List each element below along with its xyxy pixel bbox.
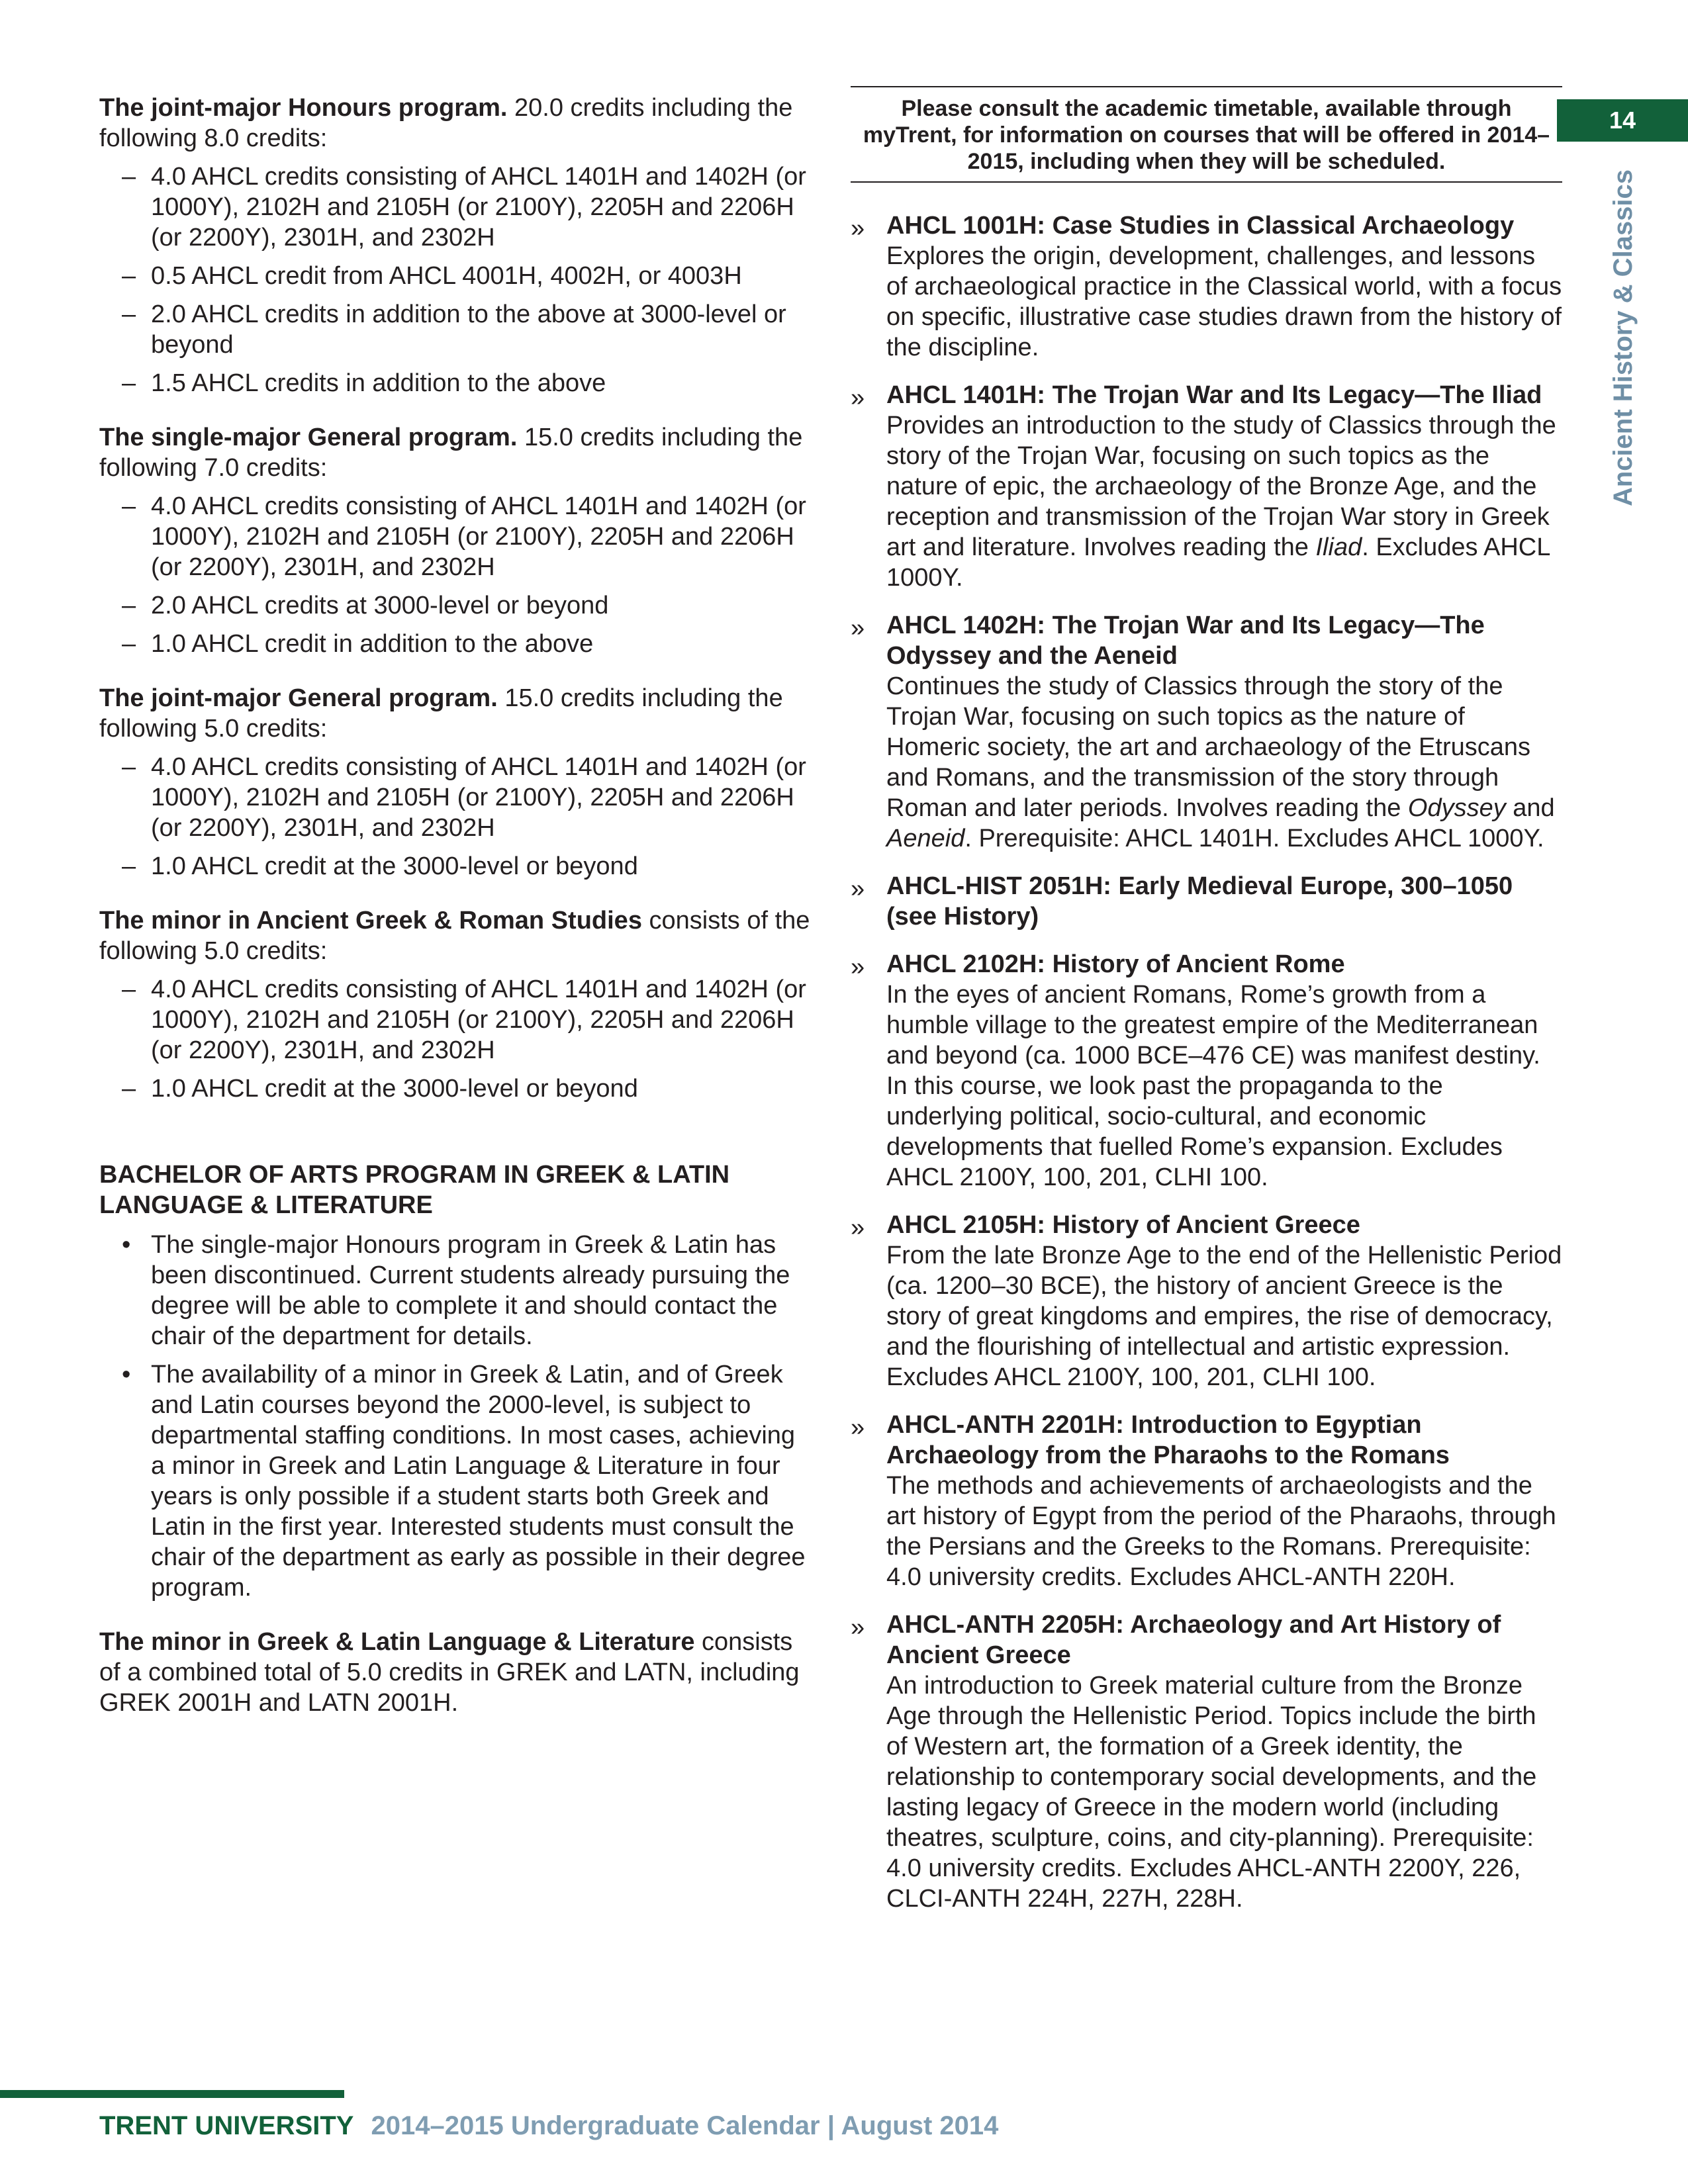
course-description: An introduction to Greek material culture from the Bronze Age through the Hellenistic Period. Topics include the birth of Western art, the formation of a Greek identity, the relationship to contemporary social developments, and the lasting legacy of Greece in the modern world (including theatres, sculpture, coins, and city-planning). Prerequisite: 4.0 university credits. Excludes AHCL-ANTH 2200Y, 226, CLCI-ANTH 224H, 227H, 228H. — [886, 1672, 1537, 1913]
course-ahcl-1402h — [851, 610, 1562, 854]
requirement-text: 0.5 AHCL credit from AHCL 4001H, 4002H, or 4003H — [151, 262, 742, 290]
work-title: Iliad — [1315, 533, 1362, 561]
work-title: Aeneid — [886, 825, 965, 852]
chevron-icon: » — [851, 614, 865, 642]
page-number: 14 — [1557, 99, 1688, 142]
requirement-text: 2.0 AHCL credits in addition to the above at 3000-level or beyond — [151, 300, 786, 359]
requirements-list — [99, 974, 811, 1104]
requirement-item — [122, 368, 811, 398]
course-description: The methods and achievements of archaeologists and the art history of Egypt from the period of the Pharaohs, through the Persians and the Greeks to the Romans. Prerequisite: 4.0 university credits. Excludes AHCL-ANTH 220H. — [886, 1472, 1556, 1591]
requirement-text: 4.0 AHCL credits consisting of AHCL 1401H and 1402H (or 1000Y), 2102H and 2105H (or 2100Y), 2205H and 2206H (or 2200Y), 2301H, and 2302H — [151, 492, 806, 581]
program-credits: 15.0 credits including the following 5.0 credits: — [99, 684, 783, 743]
course-title: AHCL-ANTH 2201H: Introduction to Egyptian Archaeology from the Pharaohs to the Romans — [886, 1411, 1450, 1469]
course-title: AHCL-HIST 2051H: Early Medieval Europe, 300–1050 (see History) — [886, 872, 1513, 931]
requirement-item — [122, 491, 811, 582]
program-joint-general — [99, 683, 811, 882]
timetable-notice: Please consult the academic timetable, available through myTrent, for information on courses that will be offered in 2014–2015, including when they will be scheduled. — [851, 86, 1562, 183]
side-tab-label: Ancient History & Classics — [1609, 169, 1638, 506]
bullet-text: The single-major Honours program in Greek & Latin has been discontinued. Current students already pursuing the degree will be able to complete it and should contact the chair of the department for details. — [151, 1231, 790, 1350]
requirements-list — [99, 491, 811, 659]
ba-section-heading: BACHELOR OF ARTS PROGRAM IN GREEK & LATIN LANGUAGE & LITERATURE — [99, 1161, 730, 1219]
description-text: and — [1505, 794, 1555, 822]
course-ahcl-1001h — [851, 210, 1562, 363]
dash-marker: – — [122, 630, 136, 658]
dash-marker: – — [122, 1075, 136, 1103]
requirement-text: 4.0 AHCL credits consisting of AHCL 1401H and 1402H (or 1000Y), 2102H and 2105H (or 2100Y), 2205H and 2206H (or 2200Y), 2301H, and 2302H — [151, 753, 806, 842]
ba-bullet-list — [99, 1230, 811, 1603]
program-joint-honours — [99, 93, 811, 398]
requirement-text: 1.0 AHCL credit at the 3000-level or beyond — [151, 1075, 638, 1103]
program-description — [99, 905, 811, 966]
chevron-icon: » — [851, 1214, 865, 1242]
program-credits: consists of a combined total of 5.0 credits in GREK and LATN, including GREK 2001H and LATN 2001H. — [99, 1628, 800, 1717]
footer-calendar: 2014–2015 Undergraduate Calendar | August 2014 — [371, 2111, 999, 2140]
dash-marker: – — [122, 492, 136, 520]
course-description — [886, 671, 1562, 854]
chevron-icon: » — [851, 875, 865, 903]
course-ahcl-1401h — [851, 380, 1562, 593]
bullet-item — [122, 1230, 811, 1351]
dash-marker: – — [122, 369, 136, 397]
program-credits: 15.0 credits including the following 7.0 credits: — [99, 424, 803, 482]
program-title: The joint-major Honours program. — [99, 94, 508, 122]
course-title: AHCL 2105H: History of Ancient Greece — [886, 1211, 1360, 1239]
section-side-tab — [1601, 165, 1647, 510]
dash-marker: – — [122, 592, 136, 619]
bullet-marker: • — [122, 1231, 131, 1259]
chevron-icon: » — [851, 384, 865, 412]
course-ahcl-2105h — [851, 1210, 1562, 1392]
footer-rule — [0, 2090, 344, 2098]
dash-marker: – — [122, 976, 136, 1003]
program-description — [99, 422, 811, 483]
course-ahcl-anth-2201h — [851, 1410, 1562, 1592]
program-description — [99, 683, 811, 744]
bullet-marker: • — [122, 1361, 131, 1388]
program-description — [99, 93, 811, 154]
bullet-text: The availability of a minor in Greek & Latin, and of Greek and Latin courses beyond the 2000-level, is subject to departmental staffing conditions. In most cases, achieving a minor in Greek and Latin Language & Literature in four years is only possible if a student starts both Greek and Latin in the first year. Interested students must consult the chair of the department as early as possible in their degree program. — [151, 1361, 806, 1602]
course-description — [886, 410, 1562, 593]
requirement-item — [122, 1073, 811, 1104]
requirement-item — [122, 629, 811, 659]
requirement-text: 4.0 AHCL credits consisting of AHCL 1401H and 1402H (or 1000Y), 2102H and 2105H (or 2100Y), 2205H and 2206H (or 2200Y), 2301H, and 2302H — [151, 163, 806, 251]
description-text: Continues the study of Classics through the story of the Trojan War, focusing on such topics as the nature of Homeric society, the art and archaeology of the Etruscans and Romans, and the transmission of the story through Roman and later periods. Involves reading the — [886, 672, 1531, 822]
requirements-list — [99, 752, 811, 882]
course-description: From the late Bronze Age to the end of the Hellenistic Period (ca. 1200–30 BCE), the history of ancient Greece is the story of great kingdoms and empires, the rise of democracy, and the flourishing of intellectual and artistic expression. Excludes AHCL 2100Y, 100, 201, CLHI 100. — [886, 1242, 1562, 1391]
page-footer — [99, 2111, 998, 2141]
requirement-item — [122, 851, 811, 882]
program-credits: 20.0 credits including the following 8.0 credits: — [99, 94, 793, 152]
course-title: AHCL-ANTH 2205H: Archaeology and Art History of Ancient Greece — [886, 1611, 1501, 1669]
dash-marker: – — [122, 300, 136, 328]
course-title: AHCL 2102H: History of Ancient Rome — [886, 950, 1345, 978]
requirement-item — [122, 299, 811, 360]
description-text: Provides an introduction to the study of Classics through the story of the Trojan War, focusing on such topics as the nature of epic, the archaeology of the Bronze Age, and the reception and transmission of the Trojan War story in Greek art and literature. Involves reading the — [886, 412, 1556, 561]
dash-marker: – — [122, 753, 136, 781]
work-title: Odyssey — [1407, 794, 1506, 822]
program-title: The single-major General program. — [99, 424, 518, 451]
requirement-item — [122, 590, 811, 621]
greek-latin-minor-description — [99, 1627, 811, 1718]
program-single-general — [99, 422, 811, 659]
program-title: The minor in Greek & Latin Language & Literature — [99, 1628, 695, 1656]
footer-brand: TRENT UNIVERSITY — [99, 2111, 354, 2140]
course-ahcl-anth-2205h — [851, 1610, 1562, 1914]
program-title: The minor in Ancient Greek & Roman Studies — [99, 907, 642, 934]
requirement-text: 1.5 AHCL credits in addition to the above — [151, 369, 606, 397]
program-title: The joint-major General program. — [99, 684, 498, 712]
dash-marker: – — [122, 852, 136, 880]
chevron-icon: » — [851, 953, 865, 981]
requirement-item — [122, 261, 811, 291]
chevron-icon: » — [851, 1614, 865, 1641]
requirement-item — [122, 752, 811, 843]
program-credits: consists of the following 5.0 credits: — [99, 907, 810, 965]
program-minor-greek-roman — [99, 905, 811, 1104]
dash-marker: – — [122, 262, 136, 290]
course-ahcl-hist-2051h — [851, 871, 1562, 932]
course-title: AHCL 1401H: The Trojan War and Its Legacy—The Iliad — [886, 381, 1542, 409]
description-text: . Excludes AHCL 1000Y. — [886, 533, 1550, 592]
chevron-icon: » — [851, 1414, 865, 1441]
bullet-item — [122, 1359, 811, 1603]
chevron-icon: » — [851, 214, 865, 242]
course-title: AHCL 1402H: The Trojan War and Its Legacy—The Odyssey and the Aeneid — [886, 612, 1485, 670]
requirement-text: 1.0 AHCL credit at the 3000-level or beyond — [151, 852, 638, 880]
dash-marker: – — [122, 163, 136, 191]
course-description: Explores the origin, development, challenges, and lessons of archaeological practice in the Classical world, with a focus on specific, illustrative case studies drawn from the history of the discipline. — [886, 242, 1562, 361]
course-title: AHCL 1001H: Case Studies in Classical Archaeology — [886, 212, 1515, 240]
requirement-item — [122, 161, 811, 253]
description-text: . Prerequisite: AHCL 1401H. Excludes AHCL 1000Y. — [964, 825, 1544, 852]
left-column — [99, 93, 811, 1726]
requirement-text: 4.0 AHCL credits consisting of AHCL 1401H and 1402H (or 1000Y), 2102H and 2105H (or 2100Y), 2205H and 2206H (or 2200Y), 2301H, and 2302H — [151, 976, 806, 1064]
course-ahcl-2102h — [851, 949, 1562, 1193]
course-description: In the eyes of ancient Romans, Rome’s growth from a humble village to the greatest empire of the Mediterranean and beyond (ca. 1000 BCE–476 CE) was manifest destiny. In this course, we look past the propaganda to the underlying political, socio-cultural, and economic developments that fuelled Rome’s expansion. Excludes AHCL 2100Y, 100, 201, CLHI 100. — [886, 981, 1540, 1191]
requirements-list — [99, 161, 811, 398]
requirement-text: 1.0 AHCL credit in addition to the above — [151, 630, 594, 658]
requirement-item — [122, 974, 811, 1066]
right-column — [851, 86, 1562, 1931]
requirement-text: 2.0 AHCL credits at 3000-level or beyond — [151, 592, 609, 619]
